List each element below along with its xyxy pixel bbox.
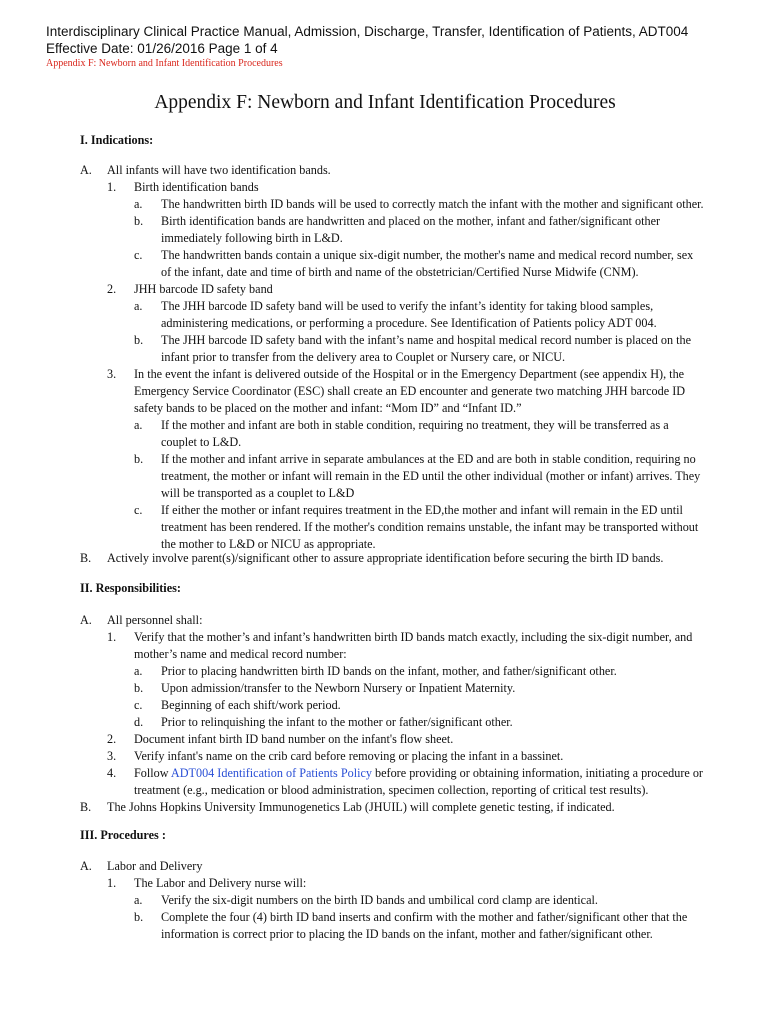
list-marker: 1. [107, 876, 117, 890]
list-item-text: If either the mother or infant requires treatment in the ED,the mother and infant will remain in the ED until [161, 503, 683, 517]
list-marker: b. [134, 214, 144, 228]
list-marker: 1. [107, 180, 117, 194]
list-item-text: Birth identification bands are handwritten and placed on the mother, infant and father/significant other [161, 214, 661, 228]
list-item-text: In the event the infant is delivered outside of the Hospital or in the Emergency Department (see appendix H), the [134, 367, 685, 381]
list-item-text: mother’s name and medical record number: [134, 647, 347, 661]
list-item-text: treatment has been rendered. If the mother's condition remains unstable, the infant may be transported without [161, 520, 699, 534]
list-item-text: Beginning of each shift/work period. [161, 698, 341, 712]
section-heading-indications: I. Indications: [80, 133, 154, 147]
list-marker: d. [134, 715, 144, 729]
list-item-text: The Johns Hopkins University Immunogenetics Lab (JHUIL) will complete genetic testing, if indicated. [107, 800, 615, 814]
policy-link[interactable]: ADT004 Identification of Patients Policy [170, 766, 372, 780]
list-marker: b. [134, 333, 144, 347]
list-marker: a. [134, 664, 143, 678]
section-heading-responsibilities: II. Responsibilities: [80, 581, 181, 595]
list-item-text: Upon admission/transfer to the Newborn Nursery or Inpatient Maternity. [161, 681, 516, 695]
list-item-text: JHH barcode ID safety band [134, 282, 273, 296]
list-marker: 4. [107, 766, 117, 780]
list-item-text: All personnel shall: [107, 613, 203, 627]
list-item-text: The Labor and Delivery nurse will: [134, 876, 307, 890]
text-segment: before providing or obtaining information, initiating a procedure or [371, 766, 703, 780]
list-marker: A. [80, 613, 92, 627]
list-item-text: All infants will have two identification bands. [107, 163, 331, 177]
list-item-text: will be transported as a couplet to L&D [161, 486, 355, 500]
list-item-text: treatment, the mother or infant will remain in the ED until the other individual (mother or infant) arrives. They [161, 469, 701, 483]
list-marker: 1. [107, 630, 117, 644]
list-marker: 3. [107, 749, 117, 763]
list-marker: b. [134, 681, 144, 695]
list-marker: b. [134, 452, 144, 466]
list-item-text: The handwritten birth ID bands will be used to correctly match the infant with the mother and significant other. [161, 197, 704, 211]
list-item-text: treatment (e.g., medication or blood administration, specimen collection, reporting of critical test results). [134, 783, 649, 797]
list-item-text: Verify infant's name on the crib card before removing or placing the infant in a bassinet. [134, 749, 564, 763]
list-item-text: The JHH barcode ID safety band will be used to verify the infant’s identity for taking blood samples, [161, 299, 654, 313]
list-marker: A. [80, 163, 92, 177]
list-item-text: If the mother and infant are both in stable condition, requiring no treatment, they will be transferred as a [161, 418, 669, 432]
list-marker: B. [80, 800, 92, 814]
list-item-text: infant prior to transfer from the delivery area to Couplet or Nursery care, or NICU. [161, 350, 566, 364]
list-marker: c. [134, 248, 143, 262]
list-item-text: of the infant, date and time of birth and name of the obstetrician/Certified Nurse Midwife (CNM). [161, 265, 639, 279]
list-item-text: Prior to relinquishing the infant to the mother or father/significant other. [161, 715, 513, 729]
list-item-text: Actively involve parent(s)/significant other to assure appropriate identification before securing the birth ID bands. [107, 551, 664, 565]
list-item-text [134, 765, 703, 782]
list-marker: c. [134, 698, 143, 712]
list-item-text: Prior to placing handwritten birth ID bands on the infant, mother, and father/significant other. [161, 664, 617, 678]
list-marker: a. [134, 893, 143, 907]
list-marker: a. [134, 197, 143, 211]
list-marker: c. [134, 503, 143, 517]
text-segment: Follow [134, 766, 171, 780]
list-item-text: If the mother and infant arrive in separate ambulances at the ED and are both in stable condition, requiring no [161, 452, 696, 466]
page-title: Appendix F: Newborn and Infant Identification Procedures [154, 92, 616, 113]
section-heading-procedures: III. Procedures : [80, 828, 166, 842]
list-item-text: information is correct prior to placing the ID bands on the infant, mother and father/significant other. [161, 927, 653, 941]
document-header-date: Effective Date: 01/26/2016 Page 1 of 4 [46, 41, 278, 56]
list-marker: b. [134, 910, 144, 924]
list-item-text: administering medications, or performing a procedure. See Identification of Patients policy ADT 004. [161, 316, 657, 330]
list-item-text: The handwritten bands contain a unique six-digit number, the mother's name and medical record number, sex [161, 248, 694, 262]
list-item-text: immediately following birth in L&D. [161, 231, 343, 245]
list-item-text: the mother to L&D or NICU as appropriate. [161, 537, 376, 551]
list-marker: 2. [107, 732, 117, 746]
list-marker: 2. [107, 282, 117, 296]
list-marker: a. [134, 299, 143, 313]
list-item-text: safety bands to be placed on the mother and infant: “Mom ID” and “Infant ID.” [134, 401, 522, 415]
list-marker: 3. [107, 367, 117, 381]
document-subheader: Appendix F: Newborn and Infant Identification Procedures [46, 58, 283, 69]
list-marker: a. [134, 418, 143, 432]
list-item-text: Labor and Delivery [107, 859, 203, 873]
list-item-text: Complete the four (4) birth ID band inserts and confirm with the mother and father/significant other that the [161, 910, 688, 924]
document-header-title: Interdisciplinary Clinical Practice Manual, Admission, Discharge, Transfer, Identification of Patients, ADT004 [46, 24, 689, 39]
list-item-text: Birth identification bands [134, 180, 259, 194]
list-marker: B. [80, 551, 92, 565]
list-marker: A. [80, 859, 92, 873]
list-item-text: Document infant birth ID band number on the infant's flow sheet. [134, 732, 454, 746]
list-item-text: couplet to L&D. [161, 435, 242, 449]
list-item-text: The JHH barcode ID safety band with the infant’s name and hospital medical record number is placed on the [161, 333, 691, 347]
list-item-text: Emergency Service Coordinator (ESC) shall create an ED encounter and generate two matching JHH barcode ID [134, 384, 686, 398]
list-item-text: Verify the six-digit numbers on the birth ID bands and umbilical cord clamp are identical. [161, 893, 598, 907]
list-item-text: Verify that the mother’s and infant’s handwritten birth ID bands match exactly, including the six-digit number, and [134, 630, 693, 644]
